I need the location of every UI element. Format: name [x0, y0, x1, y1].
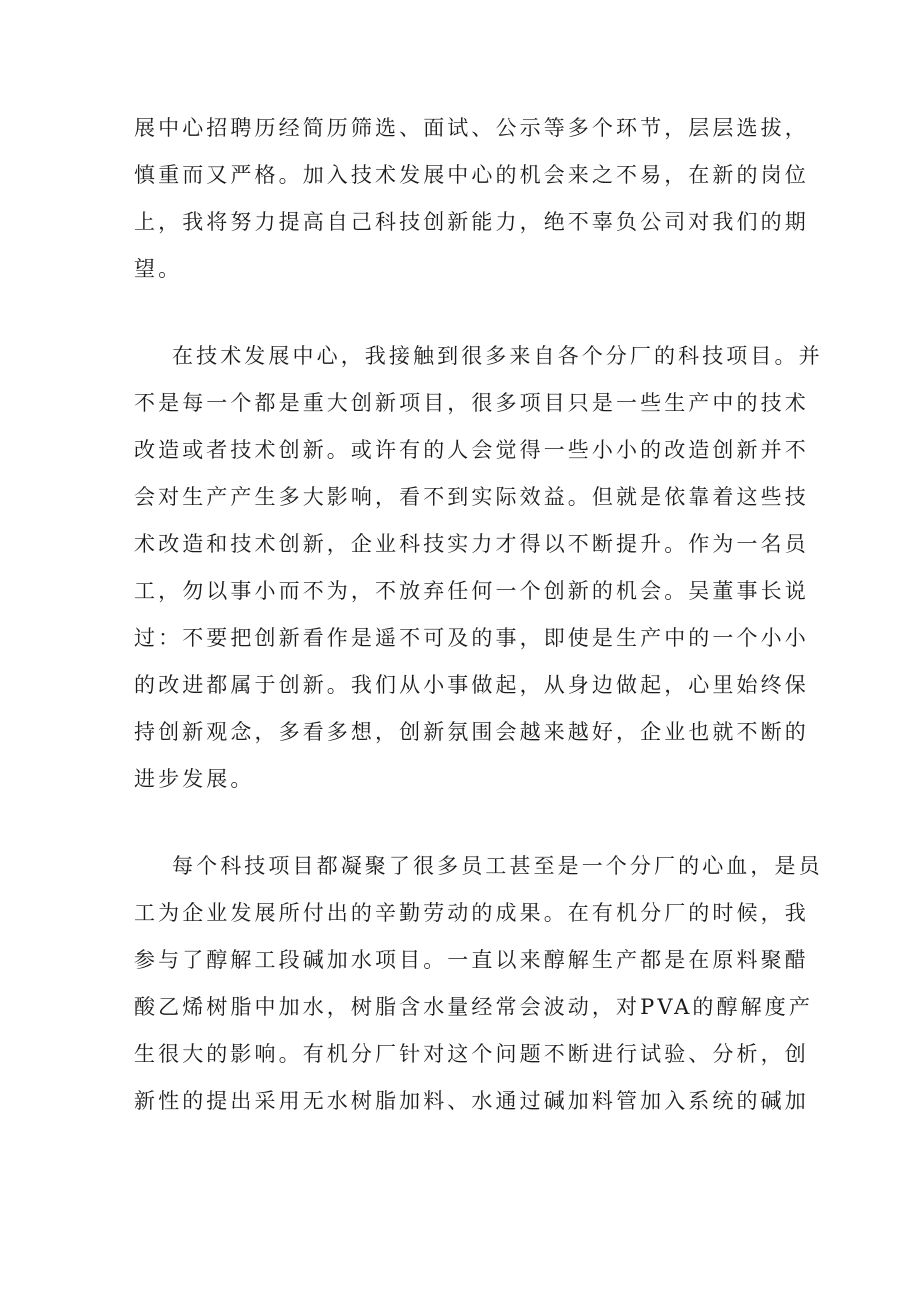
- paragraph-line: 的改进都属于创新。我们从小事做起，从身边做起，心里始终保: [134, 673, 809, 697]
- paragraph-line: 持创新观念，多看多想，创新氛围会越来越好，企业也就不断的: [134, 720, 809, 744]
- paragraph-line: 展中心招聘历经简历筛选、面试、公示等多个环节，层层选拔，: [134, 116, 809, 140]
- paragraph-line: 每个科技项目都凝聚了很多员工甚至是一个分厂的心血，是员: [172, 854, 823, 878]
- paragraph-line: 参与了醇解工段碱加水项目。一直以来醇解生产都是在原料聚醋: [134, 948, 809, 972]
- paragraph-line: 工为企业发展所付出的辛勤劳动的成果。在有机分厂的时候，我: [134, 901, 809, 925]
- paragraph-line: 在技术发展中心，我接触到很多来自各个分厂的科技项目。并: [172, 344, 823, 368]
- paragraph-line: 新性的提出采用无水树脂加料、水通过碱加料管加入系统的碱加: [134, 1089, 809, 1113]
- paragraph-line: 望。: [134, 257, 183, 281]
- paragraph-line: 上，我将努力提高自己科技创新能力，绝不辜负公司对我们的期: [134, 210, 809, 234]
- paragraph-line: 会对生产产生多大影响，看不到实际效益。但就是依靠着这些技: [134, 485, 809, 509]
- paragraph-line: 改造或者技术创新。或许有的人会觉得一些小小的改造创新并不: [134, 438, 809, 462]
- paragraph-line: 生很大的影响。有机分厂针对这个问题不断进行试验、分析，创: [134, 1042, 809, 1066]
- paragraph-line: 术改造和技术创新，企业科技实力才得以不断提升。作为一名员: [134, 532, 809, 556]
- paragraph-line: 慎重而又严格。加入技术发展中心的机会来之不易，在新的岗位: [134, 163, 809, 187]
- paragraph-line: 过：不要把创新看作是遥不可及的事，即使是生产中的一个小小: [134, 626, 809, 650]
- paragraph-line: 不是每一个都是重大创新项目，很多项目只是一些生产中的技术: [134, 391, 809, 415]
- paragraph-line: 酸乙烯树脂中加水，树脂含水量经常会波动，对PVA的醇解度产: [134, 995, 813, 1019]
- paragraph-line: 工，勿以事小而不为，不放弃任何一个创新的机会。吴董事长说: [134, 579, 809, 603]
- paragraph-line: 进步发展。: [134, 767, 255, 791]
